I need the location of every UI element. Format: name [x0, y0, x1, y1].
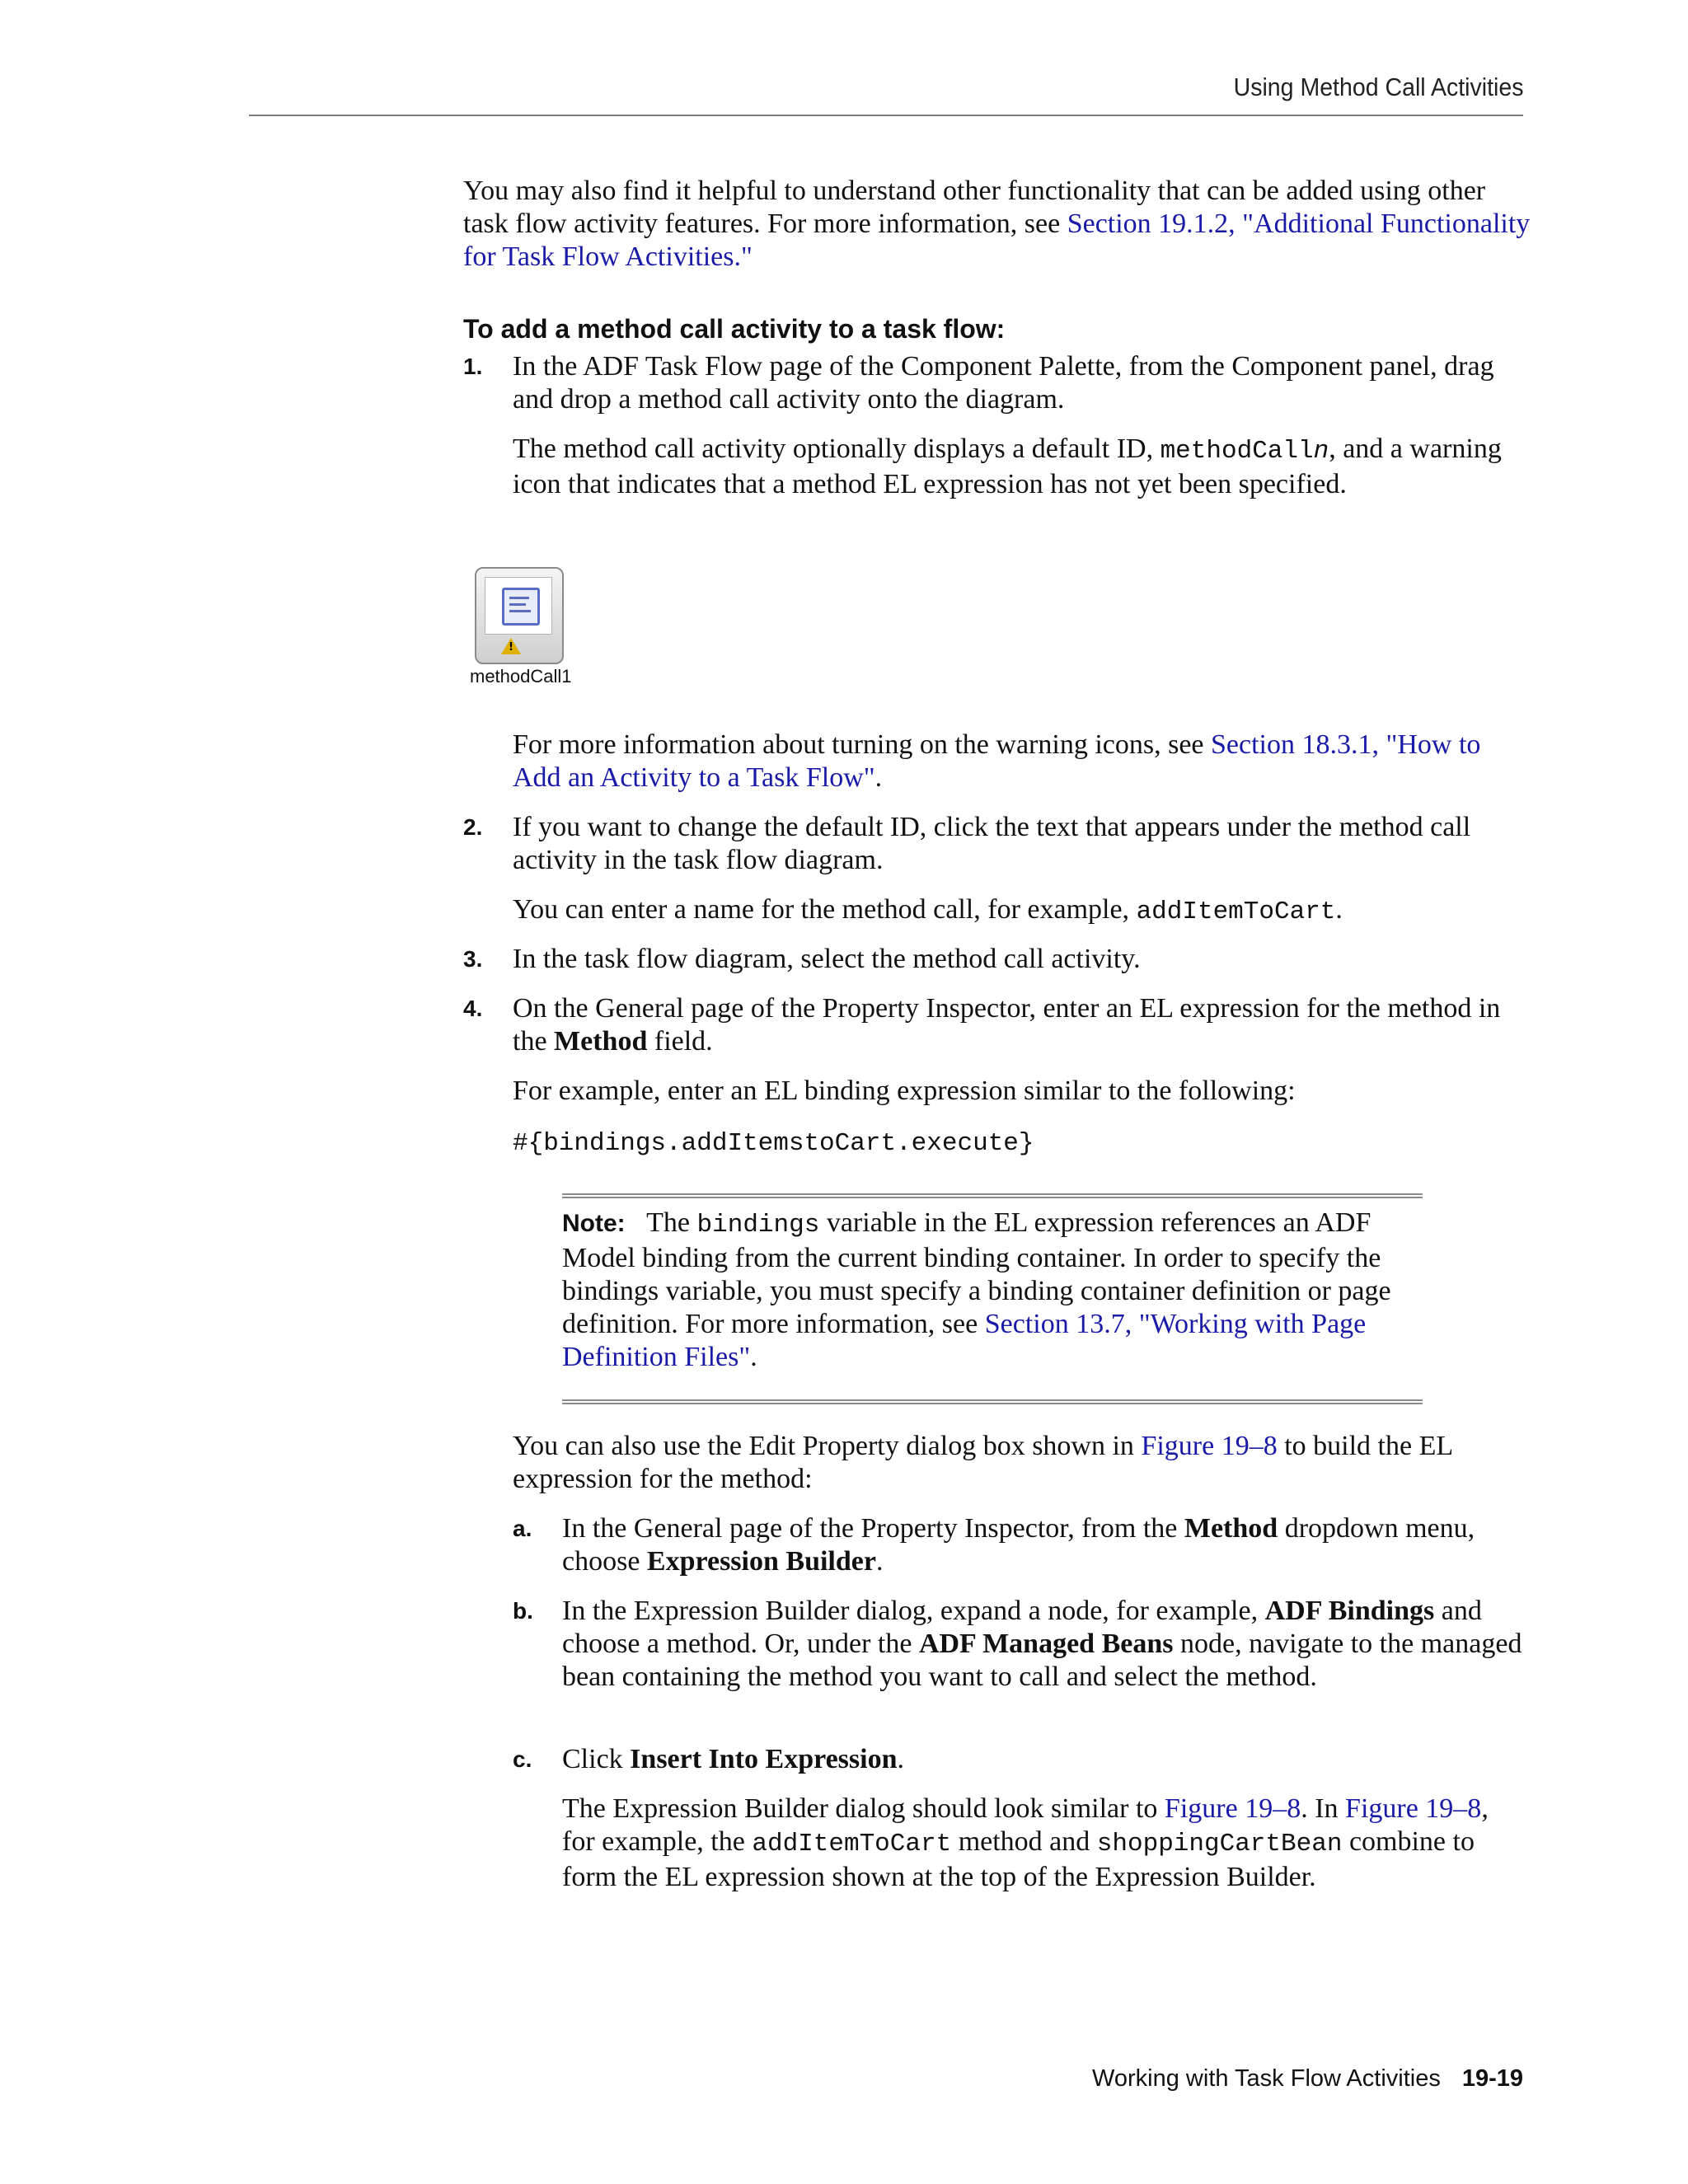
- step-text: [513, 992, 1526, 1058]
- code-inline: methodCall: [1160, 437, 1314, 466]
- step-paragraph: [513, 1430, 1526, 1496]
- footer-chapter: Working with Task Flow Activities: [1092, 2065, 1441, 2092]
- page-footer: [1092, 2065, 1523, 2093]
- step-paragraph: For example, enter an EL binding expression similar to the following:: [513, 1076, 1296, 1106]
- text: The Expression Builder dialog should look similar to: [562, 1793, 1165, 1824]
- substep-text: [562, 1743, 1526, 1776]
- note-label: Note:: [562, 1210, 626, 1237]
- text: variable in the EL expression references an ADF Model binding from the current binding container. In order to specify the bindings variable, you must specify a binding container definition or page definition. For more information, see: [562, 1207, 1391, 1339]
- text: For more information about turning on the warning icons, see: [513, 729, 1211, 760]
- text: to build the EL expression for the method:: [513, 1431, 1452, 1494]
- warning-mark: !: [509, 641, 513, 654]
- substep-letter: c.: [513, 1746, 532, 1772]
- step-text: In the task flow diagram, select the method call activity.: [513, 944, 1141, 974]
- code-inline: bindings: [696, 1211, 820, 1240]
- code-inline-italic: n: [1313, 437, 1329, 466]
- substep-text: [562, 1595, 1526, 1694]
- code-inline: addItemToCart: [1136, 898, 1336, 926]
- text: On the General page of the Property Inspector, enter an EL expression for the method in the: [513, 993, 1501, 1057]
- text: In the General page of the Property Inspector, from the: [562, 1513, 1184, 1544]
- section-link[interactable]: Section 18.3.1, "How to Add an Activity to a Task Flow": [513, 729, 1481, 793]
- substep-text: [562, 1512, 1526, 1578]
- text: The: [646, 1207, 697, 1238]
- figure-link[interactable]: Figure 19–8: [1345, 1793, 1482, 1824]
- step-text: In the ADF Task Flow page of the Component Palette, from the Component panel, drag and drop a method call activity onto the diagram.: [513, 351, 1494, 415]
- text: Click: [562, 1744, 631, 1774]
- substep-letter: a.: [513, 1516, 532, 1541]
- method-call-activity-icon: [475, 567, 564, 664]
- text: combine to form the EL expression shown at the top of the Expression Builder.: [562, 1826, 1475, 1892]
- text: method and: [951, 1826, 1097, 1857]
- text: and choose a method. Or, under the: [562, 1596, 1482, 1659]
- step-number: 1.: [463, 354, 483, 379]
- procedure-heading: To add a method call activity to a task flow:: [463, 314, 1006, 344]
- bold-term: Method: [1184, 1513, 1278, 1544]
- text: .: [874, 762, 883, 793]
- step-paragraph: [513, 433, 1526, 501]
- text: field.: [647, 1026, 713, 1057]
- text: You can also use the Edit Property dialog box shown in: [513, 1431, 1142, 1461]
- text: , and a warning icon that indicates that a method EL expression has not yet been specified.: [513, 434, 1502, 499]
- substep-paragraph: [562, 1793, 1526, 1894]
- code-inline: shoppingCartBean: [1096, 1830, 1343, 1858]
- text: .: [875, 1546, 884, 1577]
- bold-term: Expression Builder: [646, 1546, 876, 1577]
- running-header: Using Method Call Activities: [1233, 73, 1523, 101]
- method-document-icon: [502, 588, 540, 626]
- step-paragraph: [513, 729, 1526, 794]
- header-rule: [249, 115, 1523, 116]
- text: . In: [1301, 1793, 1346, 1824]
- text: .: [750, 1342, 757, 1372]
- bold-term: ADF Bindings: [1264, 1596, 1435, 1626]
- activity-body: [485, 577, 552, 635]
- text: In the Expression Builder dialog, expand a node, for example,: [562, 1596, 1265, 1626]
- step-number: 3.: [463, 946, 483, 972]
- text: , for example, the: [562, 1793, 1489, 1857]
- step-text: If you want to change the default ID, click the text that appears under the method call activity in the task flow diagram.: [513, 812, 1471, 875]
- intro-text: You may also find it helpful to understand other functionality that can be added using other task flow activity features. For more information, see: [463, 176, 1486, 239]
- activity-label: methodCall1: [470, 666, 572, 687]
- bold-term: Method: [554, 1026, 648, 1057]
- text: .: [897, 1744, 904, 1774]
- step-number: 4.: [463, 996, 483, 1021]
- intro-paragraph: [463, 175, 1535, 274]
- text: .: [1335, 894, 1343, 925]
- code-inline: addItemToCart: [752, 1830, 952, 1858]
- text: The method call activity optionally displays a default ID,: [513, 434, 1160, 464]
- intro-link[interactable]: Section 19.1.2, "Additional Functionality for Task Flow Activities.": [463, 209, 1531, 272]
- figure-link[interactable]: Figure 19–8: [1141, 1431, 1278, 1461]
- text: You can enter a name for the method call, for example,: [513, 894, 1137, 925]
- bold-term: Insert Into Expression: [630, 1744, 898, 1774]
- step-number: 2.: [463, 814, 483, 840]
- text: dropdown menu, choose: [562, 1513, 1475, 1577]
- substep-letter: b.: [513, 1598, 533, 1624]
- page-number: 19-19: [1461, 2065, 1523, 2092]
- code-example: #{bindings.addItemstoCart.execute}: [513, 1129, 1034, 1158]
- figure-link[interactable]: Figure 19–8: [1164, 1793, 1301, 1824]
- text: node, navigate to the managed bean containing the method you want to call and select the method.: [562, 1629, 1522, 1692]
- step-paragraph: [513, 893, 1526, 929]
- note-text: [562, 1207, 1411, 1374]
- bold-term: ADF Managed Beans: [918, 1629, 1174, 1659]
- section-link[interactable]: Section 13.7, "Working with Page Definition Files": [562, 1309, 1367, 1372]
